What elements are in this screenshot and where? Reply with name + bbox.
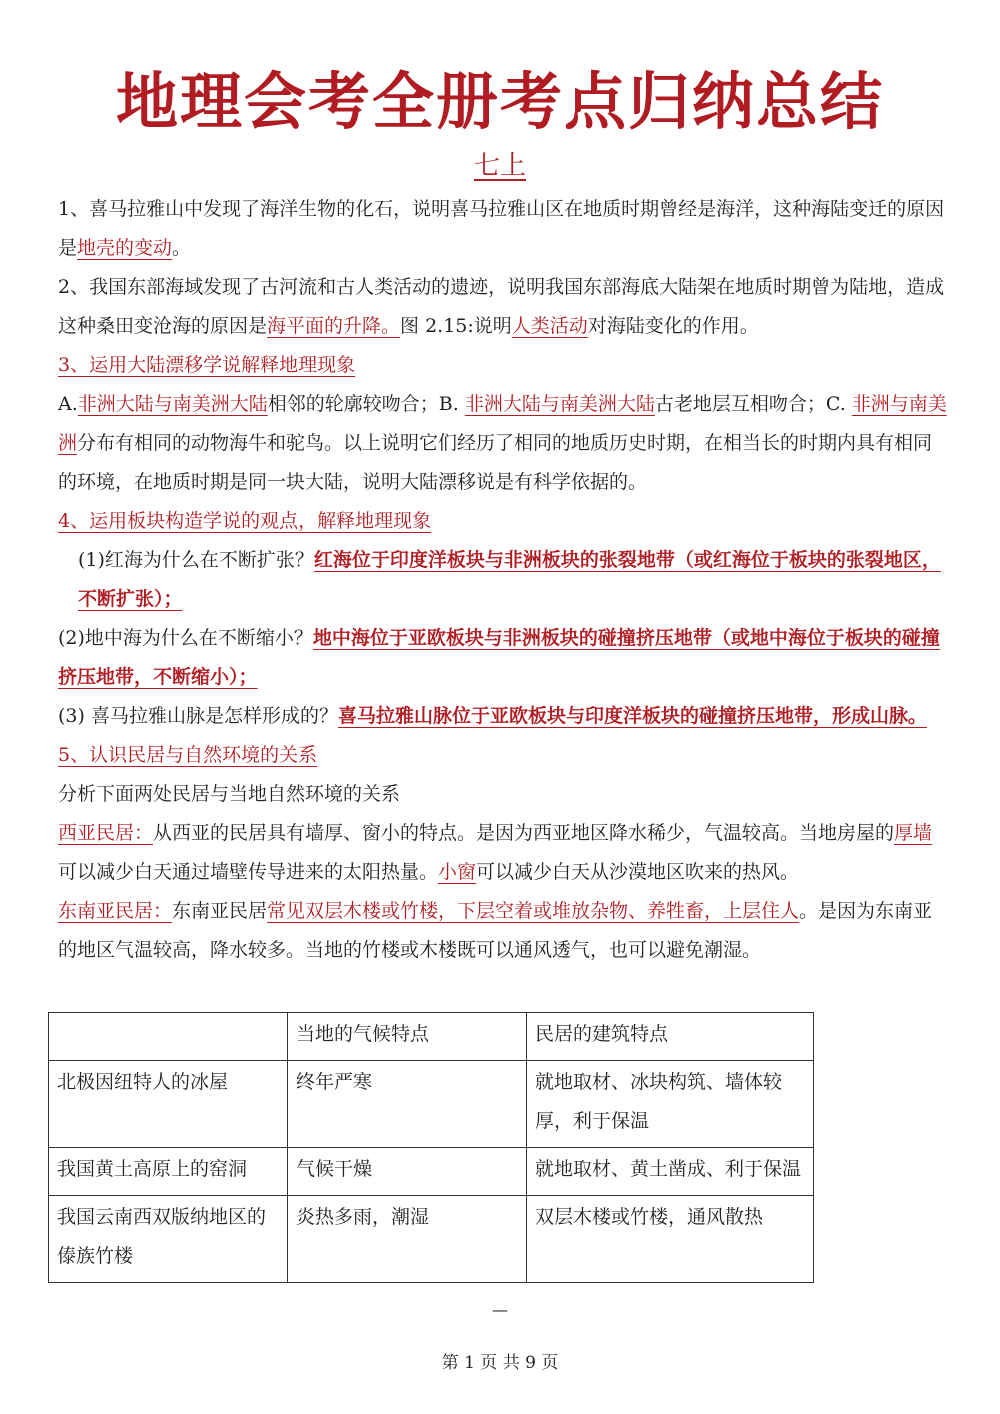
question-3-text: (3) 喜马拉雅山脉是怎样形成的？	[58, 705, 338, 727]
item-2-text: 2、我国东部海域发现了古河流和古人类活动的遗迹，说明我国东部海底大陆架在地质时期曾为陆地，造成这种桑田变沧海的原因是	[58, 276, 945, 337]
southeast-asia-dwelling	[58, 892, 948, 970]
question-2	[58, 619, 948, 697]
southeast-asia-label: 东南亚民居：	[58, 900, 173, 922]
item-3-c: 古老地层互相吻合；C.	[654, 393, 852, 415]
west-asia-small-window: 小窗	[438, 861, 477, 883]
item-3-conclusion: 分布有相同的动物海牛和驼鸟。以上说明它们经历了相同的地质历史时期，在相当长的时期内具有相同的环境，在地质时期是同一块大陆，说明大陆漂移说是有科学依据的。	[58, 432, 933, 493]
question-1-text: (1)红海为什么在不断扩张？	[78, 549, 314, 571]
item-3-answer-b: 非洲大陆与南美洲大陆	[464, 393, 655, 415]
item-4-title: 运用板块构造学说的观点，解释地理现象	[89, 510, 432, 532]
item-5-intro: 分析下面两处民居与当地自然环境的关系	[58, 783, 401, 805]
table-cell: 终年严寒	[288, 1061, 527, 1148]
item-3-answer-c: 非洲与南美洲	[58, 393, 947, 454]
southeast-asia-text-2: 。是因为东南亚的地区气温较高，降水较多。当地的竹楼或木楼既可以通风透气，也可以避免潮湿。	[58, 900, 933, 961]
item-2-figure-ref: 图 2.15:说明	[400, 315, 512, 337]
item-2	[58, 268, 948, 346]
question-1	[58, 541, 948, 619]
item-3-a: A.	[58, 393, 78, 415]
page-number: 第 1 页 共 9 页	[441, 1353, 559, 1373]
table-cell: 就地取材、冰块构筑、墙体较厚，利于保温	[527, 1061, 814, 1148]
southeast-asia-answer: 常见双层木楼或竹楼，下层空着或堆放杂物、养牲畜，上层住人	[267, 900, 800, 922]
west-asia-text-3: 可以减少白天从沙漠地区吹来的热风。	[476, 861, 800, 883]
footer-dash: —	[492, 1300, 508, 1319]
table-cell: 我国云南西双版纳地区的傣族竹楼	[49, 1196, 288, 1283]
answer-1: 红海位于印度洋板块与非洲板块的张裂地带（或红海位于板块的张裂地区，不断扩张）；	[78, 549, 941, 610]
item-1-text: 1、喜马拉雅山中发现了海洋生物的化石，说明喜马拉雅山区在地质时期曾经是海洋，这种海陆变迁的原因是	[58, 198, 945, 259]
table-cell: 北极因纽特人的冰屋	[49, 1061, 288, 1148]
west-asia-label: 西亚民居：	[58, 822, 154, 844]
table-header-cell: 当地的气候特点	[288, 1013, 527, 1061]
item-5-title: 5、认识民居与自然环境的关系	[58, 744, 318, 766]
west-asia-text: 从西亚的民居具有墙厚、窗小的特点。是因为西亚地区降水稀少，气温较高。当地房屋的	[153, 822, 895, 844]
question-2-text: (2)地中海为什么在不断缩小？	[58, 627, 313, 649]
table-header-cell: 民居的建筑特点	[527, 1013, 814, 1061]
item-2-answer-2: 人类活动	[511, 315, 588, 337]
table-row	[49, 1061, 814, 1148]
section-subtitle: 七上	[473, 151, 526, 181]
west-asia-dwelling	[58, 814, 948, 892]
item-3-title: 运用大陆漂移学说解释地理现象	[89, 354, 356, 376]
document-body	[58, 190, 948, 970]
item-1-end: 。	[172, 237, 192, 259]
item-3-heading	[58, 346, 948, 385]
table-header-row	[49, 1013, 814, 1061]
item-2-answer: 海平面的升降。	[267, 315, 401, 337]
item-2-end: 对海陆变化的作用。	[587, 315, 759, 337]
table-row	[49, 1196, 814, 1283]
item-3-answer-a: 非洲大陆与南美洲大陆	[77, 393, 268, 415]
item-5-heading	[58, 736, 948, 775]
item-3-body	[58, 385, 948, 502]
table-header-cell	[49, 1013, 288, 1061]
dwelling-table	[48, 1012, 814, 1283]
table-cell: 气候干燥	[288, 1148, 527, 1196]
west-asia-text-2: 可以减少白天通过墙壁传导进来的太阳热量。	[58, 861, 439, 883]
item-4-heading	[58, 502, 948, 541]
item-3-number: 3、	[58, 354, 90, 376]
item-1	[58, 190, 948, 268]
page-title: 地理会考全册考点归纳总结	[115, 65, 884, 138]
answer-2: 地中海位于亚欧板块与非洲板块的碰撞挤压地带（或地中海位于板块的碰撞挤压地带，不断缩小）；	[58, 627, 940, 688]
answer-3: 喜马拉雅山脉位于亚欧板块与印度洋板块的碰撞挤压地带，形成山脉。	[337, 705, 927, 727]
table-cell: 我国黄土高原上的窑洞	[49, 1148, 288, 1196]
southeast-asia-text: 东南亚民居	[172, 900, 268, 922]
table-row	[49, 1148, 814, 1196]
table-cell: 双层木楼或竹楼，通风散热	[527, 1196, 814, 1283]
item-1-answer: 地壳的变动	[77, 237, 173, 259]
item-3-b: 相邻的轮廓较吻合；B.	[267, 393, 465, 415]
west-asia-thick-wall: 厚墙	[894, 822, 933, 844]
table-cell: 炎热多雨，潮湿	[288, 1196, 527, 1283]
question-3	[58, 697, 948, 736]
table-cell: 就地取材、黄土凿成、利于保温	[527, 1148, 814, 1196]
item-4-number: 4、	[58, 510, 90, 532]
